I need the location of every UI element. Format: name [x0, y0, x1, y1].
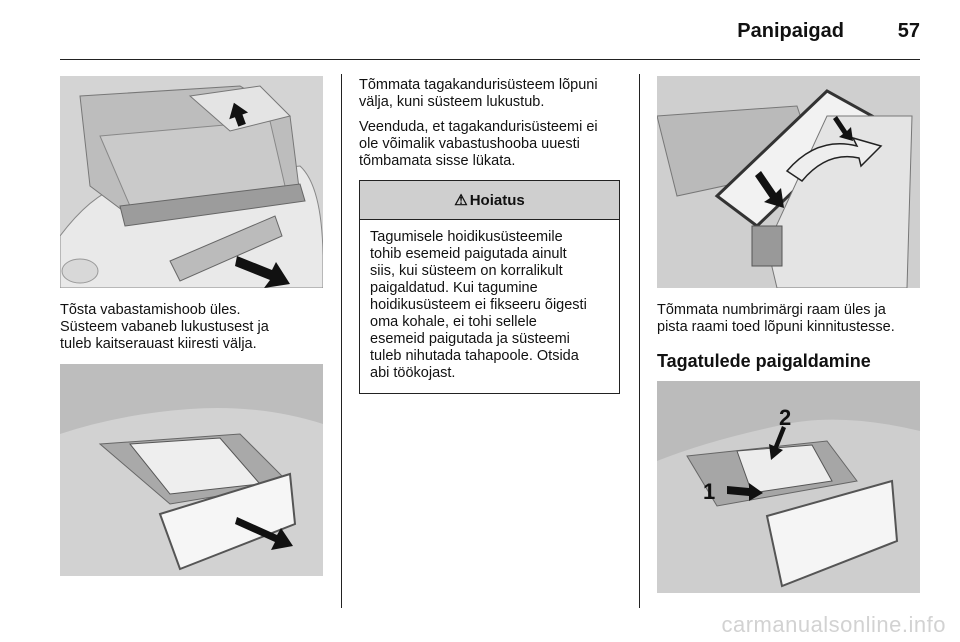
warning-line: tuleb nihutada tahapoole. Otsida — [370, 348, 579, 364]
callout-2: 2 — [779, 405, 792, 430]
watermark: carmanualsonline.info — [721, 612, 946, 637]
warning-line: tohib esemeid paigutada ainult — [370, 246, 567, 262]
column-divider-right — [639, 74, 640, 608]
col1-instruction-text — [60, 302, 330, 353]
warning-line: esemeid paigutada ja süsteemi — [370, 331, 570, 347]
page-header — [0, 0, 960, 62]
page-number: 57 — [897, 20, 920, 42]
col2-instruction-text — [359, 77, 634, 178]
warning-line: abi töökojast. — [370, 365, 456, 381]
header-rule — [60, 59, 920, 60]
trunk-illustration — [60, 76, 323, 288]
section-heading: Tagatulede paigaldamine — [657, 351, 871, 371]
text-line: ole võimalik vabastushooba uuesti — [359, 136, 580, 152]
text-line: Tõsta vabastamishoob üles. — [60, 302, 241, 318]
warning-body — [360, 220, 619, 382]
text-line: tuleb kaitserauast kiiresti välja. — [60, 336, 257, 352]
warning-title: Hoiatus — [469, 191, 525, 209]
column-divider-left — [341, 74, 342, 608]
text-line: välja, kuni süsteem lukustub. — [359, 94, 545, 110]
figure-carrier-pulled-out — [60, 364, 323, 576]
warning-line: hoidikusüsteem ei fikseeru õigesti — [370, 297, 587, 313]
warning-box — [359, 180, 620, 394]
text-line: Veenduda, et tagakandurisüsteemi ei — [359, 119, 598, 135]
warning-line: paigaldatud. Kui tagumine — [370, 280, 538, 296]
warning-line: siis, kui süsteem on korralikult — [370, 263, 563, 279]
warning-triangle-icon: ⚠ — [454, 192, 468, 209]
figure-license-frame-lift — [657, 76, 920, 288]
warning-header — [360, 181, 619, 220]
text-line: Tõmmata numbrimärgi raam üles ja — [657, 302, 886, 318]
col3-instruction-text — [657, 302, 937, 336]
text-line: tõmbamata sisse lükata. — [359, 153, 516, 169]
warning-line: Tagumisele hoidikusüsteemile — [370, 229, 563, 245]
text-line: Süsteem vabaneb lukustusest ja — [60, 319, 269, 335]
figure-trunk-release-lever — [60, 76, 323, 288]
tail-light-illustration — [657, 381, 920, 593]
license-frame-illustration — [657, 76, 920, 288]
callout-1: 1 — [703, 479, 716, 504]
warning-line: oma kohale, ei tohi sellele — [370, 314, 537, 330]
section-title: Panipaigad — [737, 20, 844, 42]
carrier-illustration — [60, 364, 323, 576]
text-line: Tõmmata tagakandurisüsteem lõpuni — [359, 77, 598, 93]
text-line: pista raami toed lõpuni kinnitustesse. — [657, 319, 895, 335]
figure-tail-light-install — [657, 381, 920, 593]
